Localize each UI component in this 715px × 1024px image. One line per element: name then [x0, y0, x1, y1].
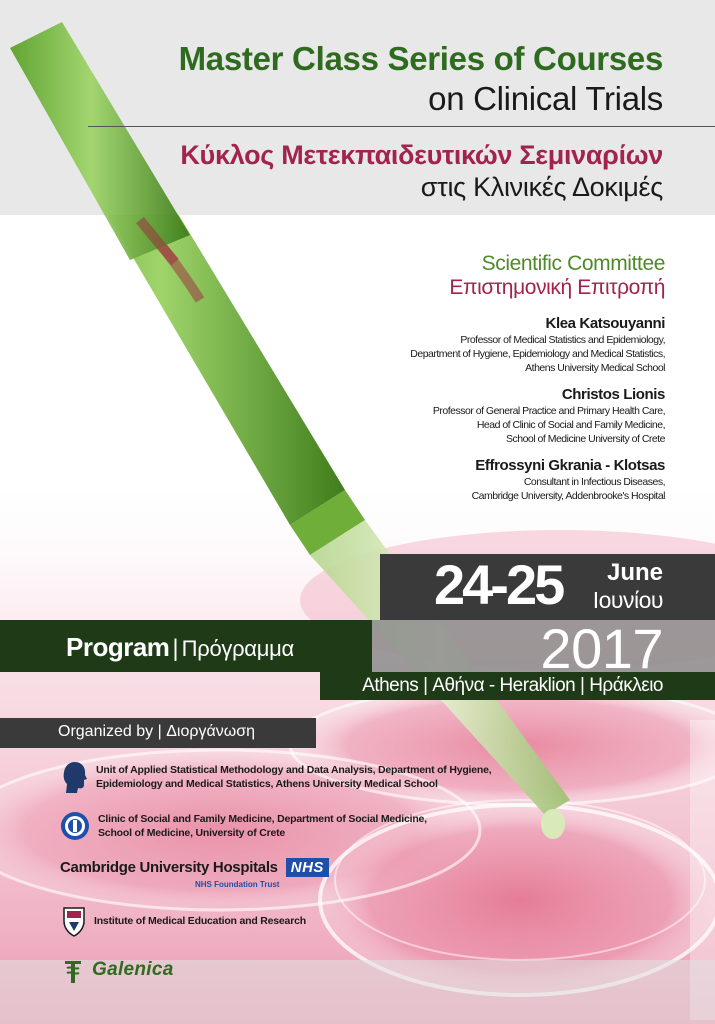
event-month-en: June — [606, 559, 663, 586]
organizer-cambridge — [60, 858, 329, 877]
member-name: Klea Katsouyanni — [545, 315, 665, 332]
organizer-galenica — [62, 955, 174, 985]
member-affiliation: Athens University Medical School — [525, 362, 665, 374]
organizer-line: School of Medicine, University of Crete — [98, 827, 286, 839]
member-name: Effrossyni Gkrania - Klotsas — [475, 457, 665, 474]
program-heading — [66, 632, 294, 663]
member-affiliation: Department of Hygiene, Epidemiology and Medical Statistics, — [410, 348, 665, 360]
member-affiliation: Head of Clinic of Social and Family Medicine, — [476, 419, 665, 431]
organizer-imer — [62, 905, 306, 937]
event-year: 2017 — [540, 617, 663, 680]
event-days: 24-25 — [434, 553, 563, 616]
course-title-en-line2: on Clinical Trials — [428, 80, 663, 117]
member-affiliation: School of Medicine University of Crete — [506, 433, 665, 445]
member-affiliation: Cambridge University, Addenbrooke's Hospital — [471, 490, 665, 502]
caduceus-icon — [62, 955, 84, 985]
committee-member — [305, 385, 665, 446]
event-month-gr: Ιουνίου — [592, 587, 663, 613]
galenica-logo: Galenica — [92, 959, 174, 980]
organizer-athens-unit — [62, 760, 492, 794]
imer-name: Institute of Medical Education and Research — [94, 915, 306, 927]
organizers-label: Organized by | Διοργάνωση — [58, 723, 255, 740]
course-title-gr-line1: Κύκλος Μετεκπαιδευτικών Σεμιναρίων — [180, 140, 663, 170]
head-profile-icon — [62, 760, 88, 794]
course-title-en-line1: Master Class Series of Courses — [178, 40, 663, 77]
program-label-gr: Πρόγραμμα — [181, 636, 294, 661]
event-cities: Athens | Αθήνα - Heraklion | Ηράκλειο — [362, 675, 663, 696]
university-seal-icon — [60, 811, 90, 841]
organizer-line: Epidemiology and Medical Statistics, Athens University Medical School — [96, 778, 438, 790]
committee-title-en: Scientific Committee — [481, 252, 665, 275]
program-label-en: Program — [66, 632, 170, 662]
organizer-line: Clinic of Social and Family Medicine, Department of Social Medicine, — [98, 813, 427, 825]
nhs-logo: NHS — [286, 858, 329, 877]
cambridge-hospitals-logo: Cambridge University Hospitals — [60, 859, 278, 876]
member-affiliation: Professor of Medical Statistics and Epidemiology, — [460, 334, 665, 346]
organizer-crete-clinic — [60, 811, 427, 841]
shield-crest-icon — [62, 905, 86, 937]
header-divider — [88, 126, 715, 127]
member-affiliation: Professor of General Practice and Primary Health Care, — [432, 405, 665, 417]
course-title-gr-line2: στις Κλινικές Δοκιμές — [420, 172, 663, 202]
member-name: Christos Lionis — [561, 386, 665, 403]
committee-member — [305, 314, 665, 375]
program-separator: | — [172, 635, 179, 662]
committee-member — [305, 456, 665, 503]
committee-title-gr: Επιστημονική Επιτροπή — [449, 276, 665, 299]
nhs-trust-label: NHS Foundation Trust — [195, 880, 280, 889]
organizer-line: Unit of Applied Statistical Methodology and Data Analysis, Department of Hygiene, — [96, 764, 492, 776]
scientific-committee — [305, 252, 665, 513]
member-affiliation: Consultant in Infectious Diseases, — [523, 476, 665, 488]
